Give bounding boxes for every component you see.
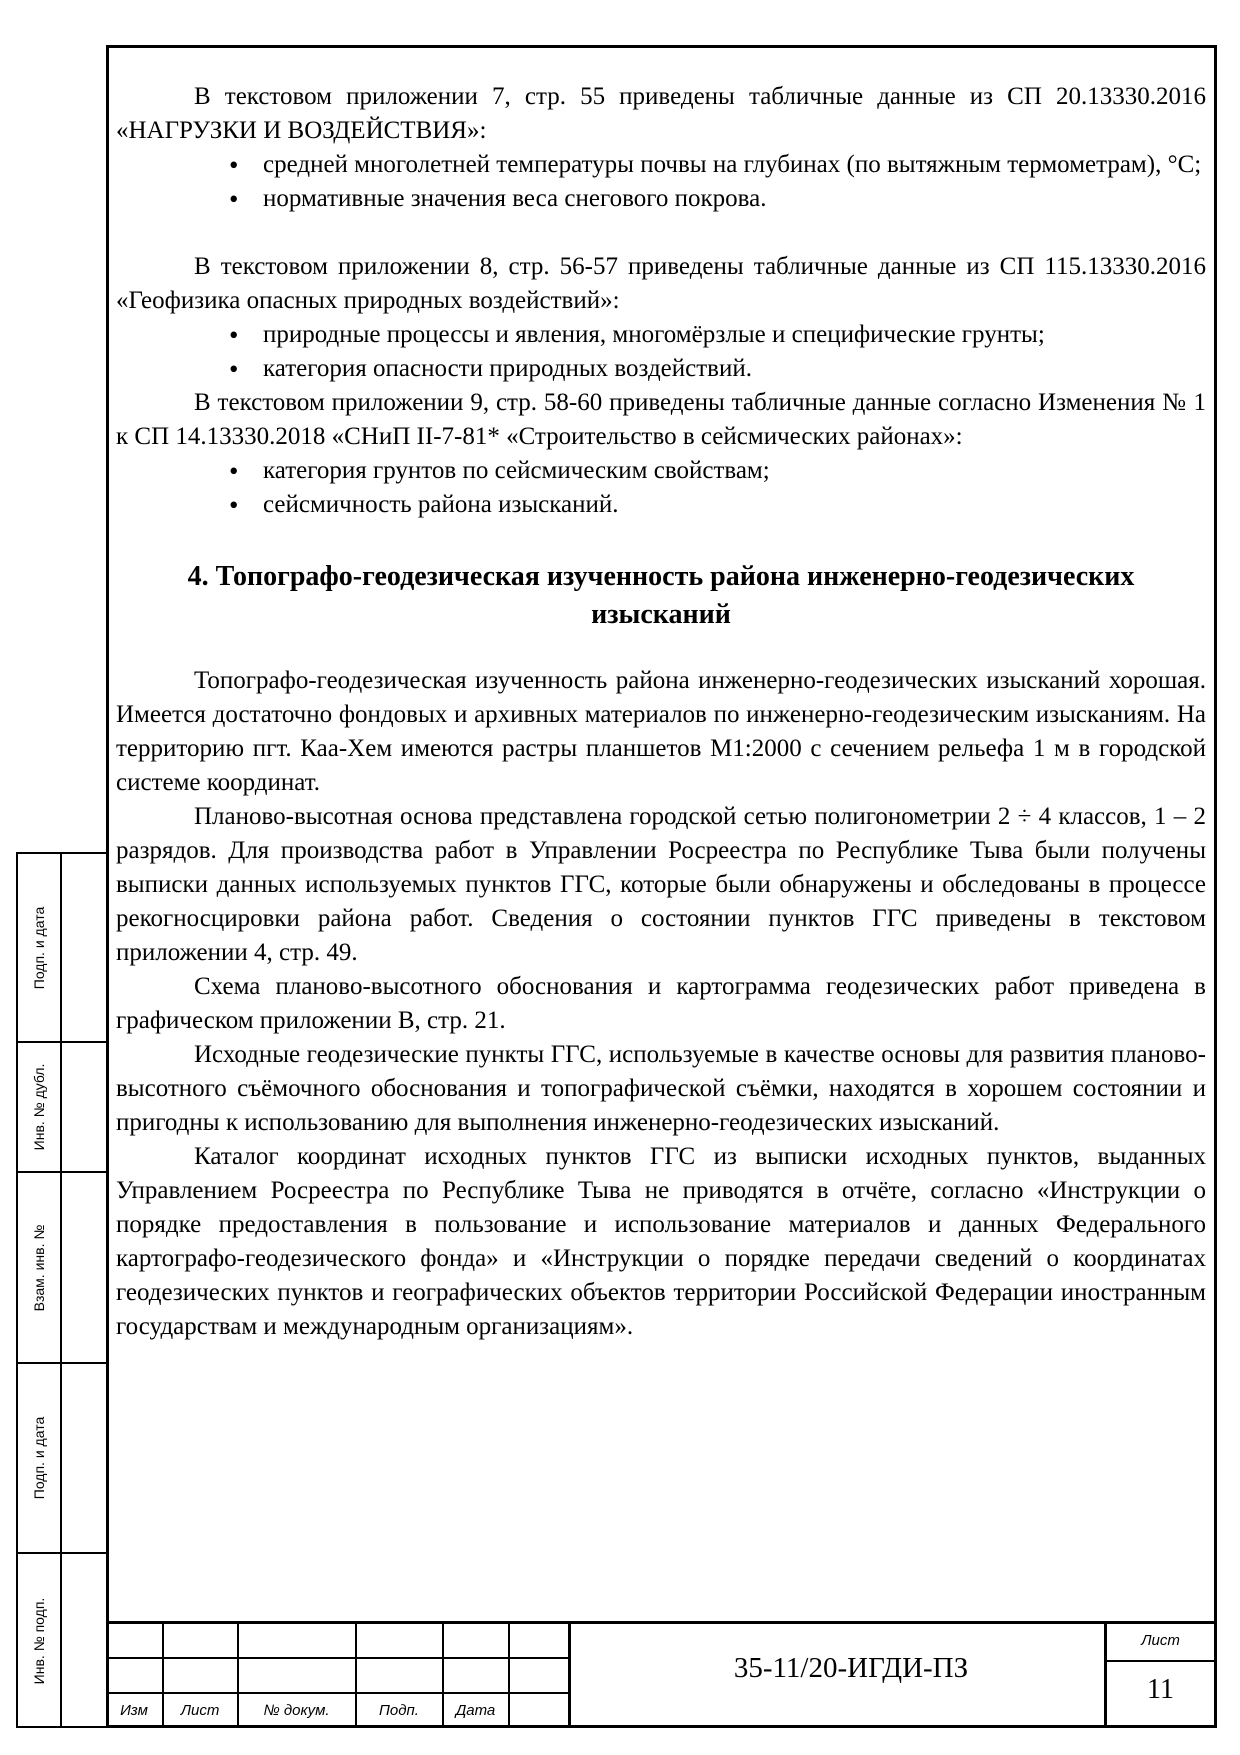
col-label: № докум.: [263, 1702, 330, 1719]
col-label: Лист: [180, 1702, 220, 1719]
col-label: Подп.: [379, 1702, 419, 1719]
document-body: [116, 80, 1206, 1344]
side-stamp-cell: [18, 1364, 106, 1554]
paragraph: Каталог координат исходных пунктов ГГС из выписки исходных пунктов, выданных Управлением Росреестра по Республике Тыва не приводятся в отчёте, согласно «Инструкции о порядке предоставления в пользование и использование материалов и данных Федерального картографо-геодезического фонда» и «Инструкции о порядке передачи сведений о координатах геодезических пунктов и географических объектов территории Российской Федерации иностранным государствам и международным организациям».: [116, 1143, 1206, 1340]
document-number: 35-11/20-ИГДИ-ПЗ: [733, 1652, 969, 1684]
side-stamp-cell: [18, 1043, 106, 1173]
paragraph: Исходные геодезические пункты ГГС, используемые в качестве основы для развития планово-высотного съёмочного обоснования и топографической съёмки, находятся в хорошем состоянии и пригодны к использованию для выполнения инженерно-геодезических изысканий.: [116, 1041, 1206, 1136]
bullet-list: [116, 454, 1206, 522]
side-stamp-label: Подп. и дата: [31, 1416, 47, 1500]
section-heading: 4. Топографо-геодезическая изученность района инженерно-геодезических изысканий: [187, 561, 1135, 630]
list-item: • природные процессы и явления, многомёрзлые и специфические грунты;: [229, 318, 1206, 352]
bullet-list: [116, 148, 1206, 216]
side-stamp-label: Подп. и дата: [31, 906, 47, 989]
list-item: • категория опасности природных воздействий.: [229, 352, 1206, 386]
list-item: • средней многолетней температуры почвы на глубинах (по вытяжным термометрам), °С;: [229, 148, 1206, 182]
list-item: • сейсмичность района изысканий.: [229, 488, 1206, 522]
paragraph: Планово-высотная основа представлена городской сетью полигонометрии 2 ÷ 4 классов, 1 – 2 разрядов. Для производства работ в Управлении Росреестра по Республике Тыва были получены выписки данных используемых пунктов ГГС, которые были обнаружены и обследованы в процессе рекогносцировки района работ. Сведения о состоянии пунктов ГГС приведены в текстовом приложении 4, стр. 49.: [116, 803, 1206, 966]
side-stamp-label: Инв. № дубл.: [31, 1063, 47, 1151]
paragraph: В текстовом приложении 9, стр. 58-60 приведены табличные данные согласно Изменения № 1 к СП 14.13330.2018 «СНиП II-7-81* «Строительство в сейсмических районах»:: [116, 389, 1206, 450]
side-stamp-cell: [18, 854, 106, 1043]
list-item: • категория грунтов по сейсмическим свойствам;: [229, 454, 1206, 488]
sheet-number: 11: [1147, 1674, 1174, 1705]
bullet-list: [116, 318, 1206, 386]
paragraph: Топографо-геодезическая изученность района инженерно-геодезических изысканий хорошая. Имеется достаточно фондовых и архивных материалов по инженерно-геодезическим изысканиям. На территорию пгт. Каа-Хем имеются растры планшетов М1:2000 с сечением рельефа 1 м в городской системе координат.: [116, 667, 1206, 796]
side-stamp-cell: [18, 1173, 106, 1364]
side-stamp-label: Инв. № подп.: [31, 1597, 47, 1685]
paragraph: В текстовом приложении 7, стр. 55 приведены табличные данные из СП 20.13330.2016 «НАГРУЗКИ И ВОЗДЕЙСТВИЯ»:: [116, 83, 1206, 144]
title-block: [106, 1621, 1217, 1728]
paragraph: В текстовом приложении 8, стр. 56-57 приведены табличные данные из СП 115.13330.2016 «Геофизика опасных природных воздействий»:: [116, 253, 1206, 314]
side-stamp-cell: [18, 1554, 106, 1728]
sheet-label: Лист: [1141, 1632, 1180, 1649]
col-label: Дата: [455, 1702, 496, 1719]
col-label: Изм: [120, 1702, 148, 1719]
list-item: • нормативные значения веса снегового покрова.: [229, 182, 1206, 216]
paragraph: Схема планово-высотного обоснования и картограмма геодезических работ приведена в графическом приложении В, стр. 21.: [116, 973, 1206, 1034]
side-stamp-label: Взам. инв. №: [31, 1224, 47, 1311]
side-stamp: [16, 852, 106, 1728]
